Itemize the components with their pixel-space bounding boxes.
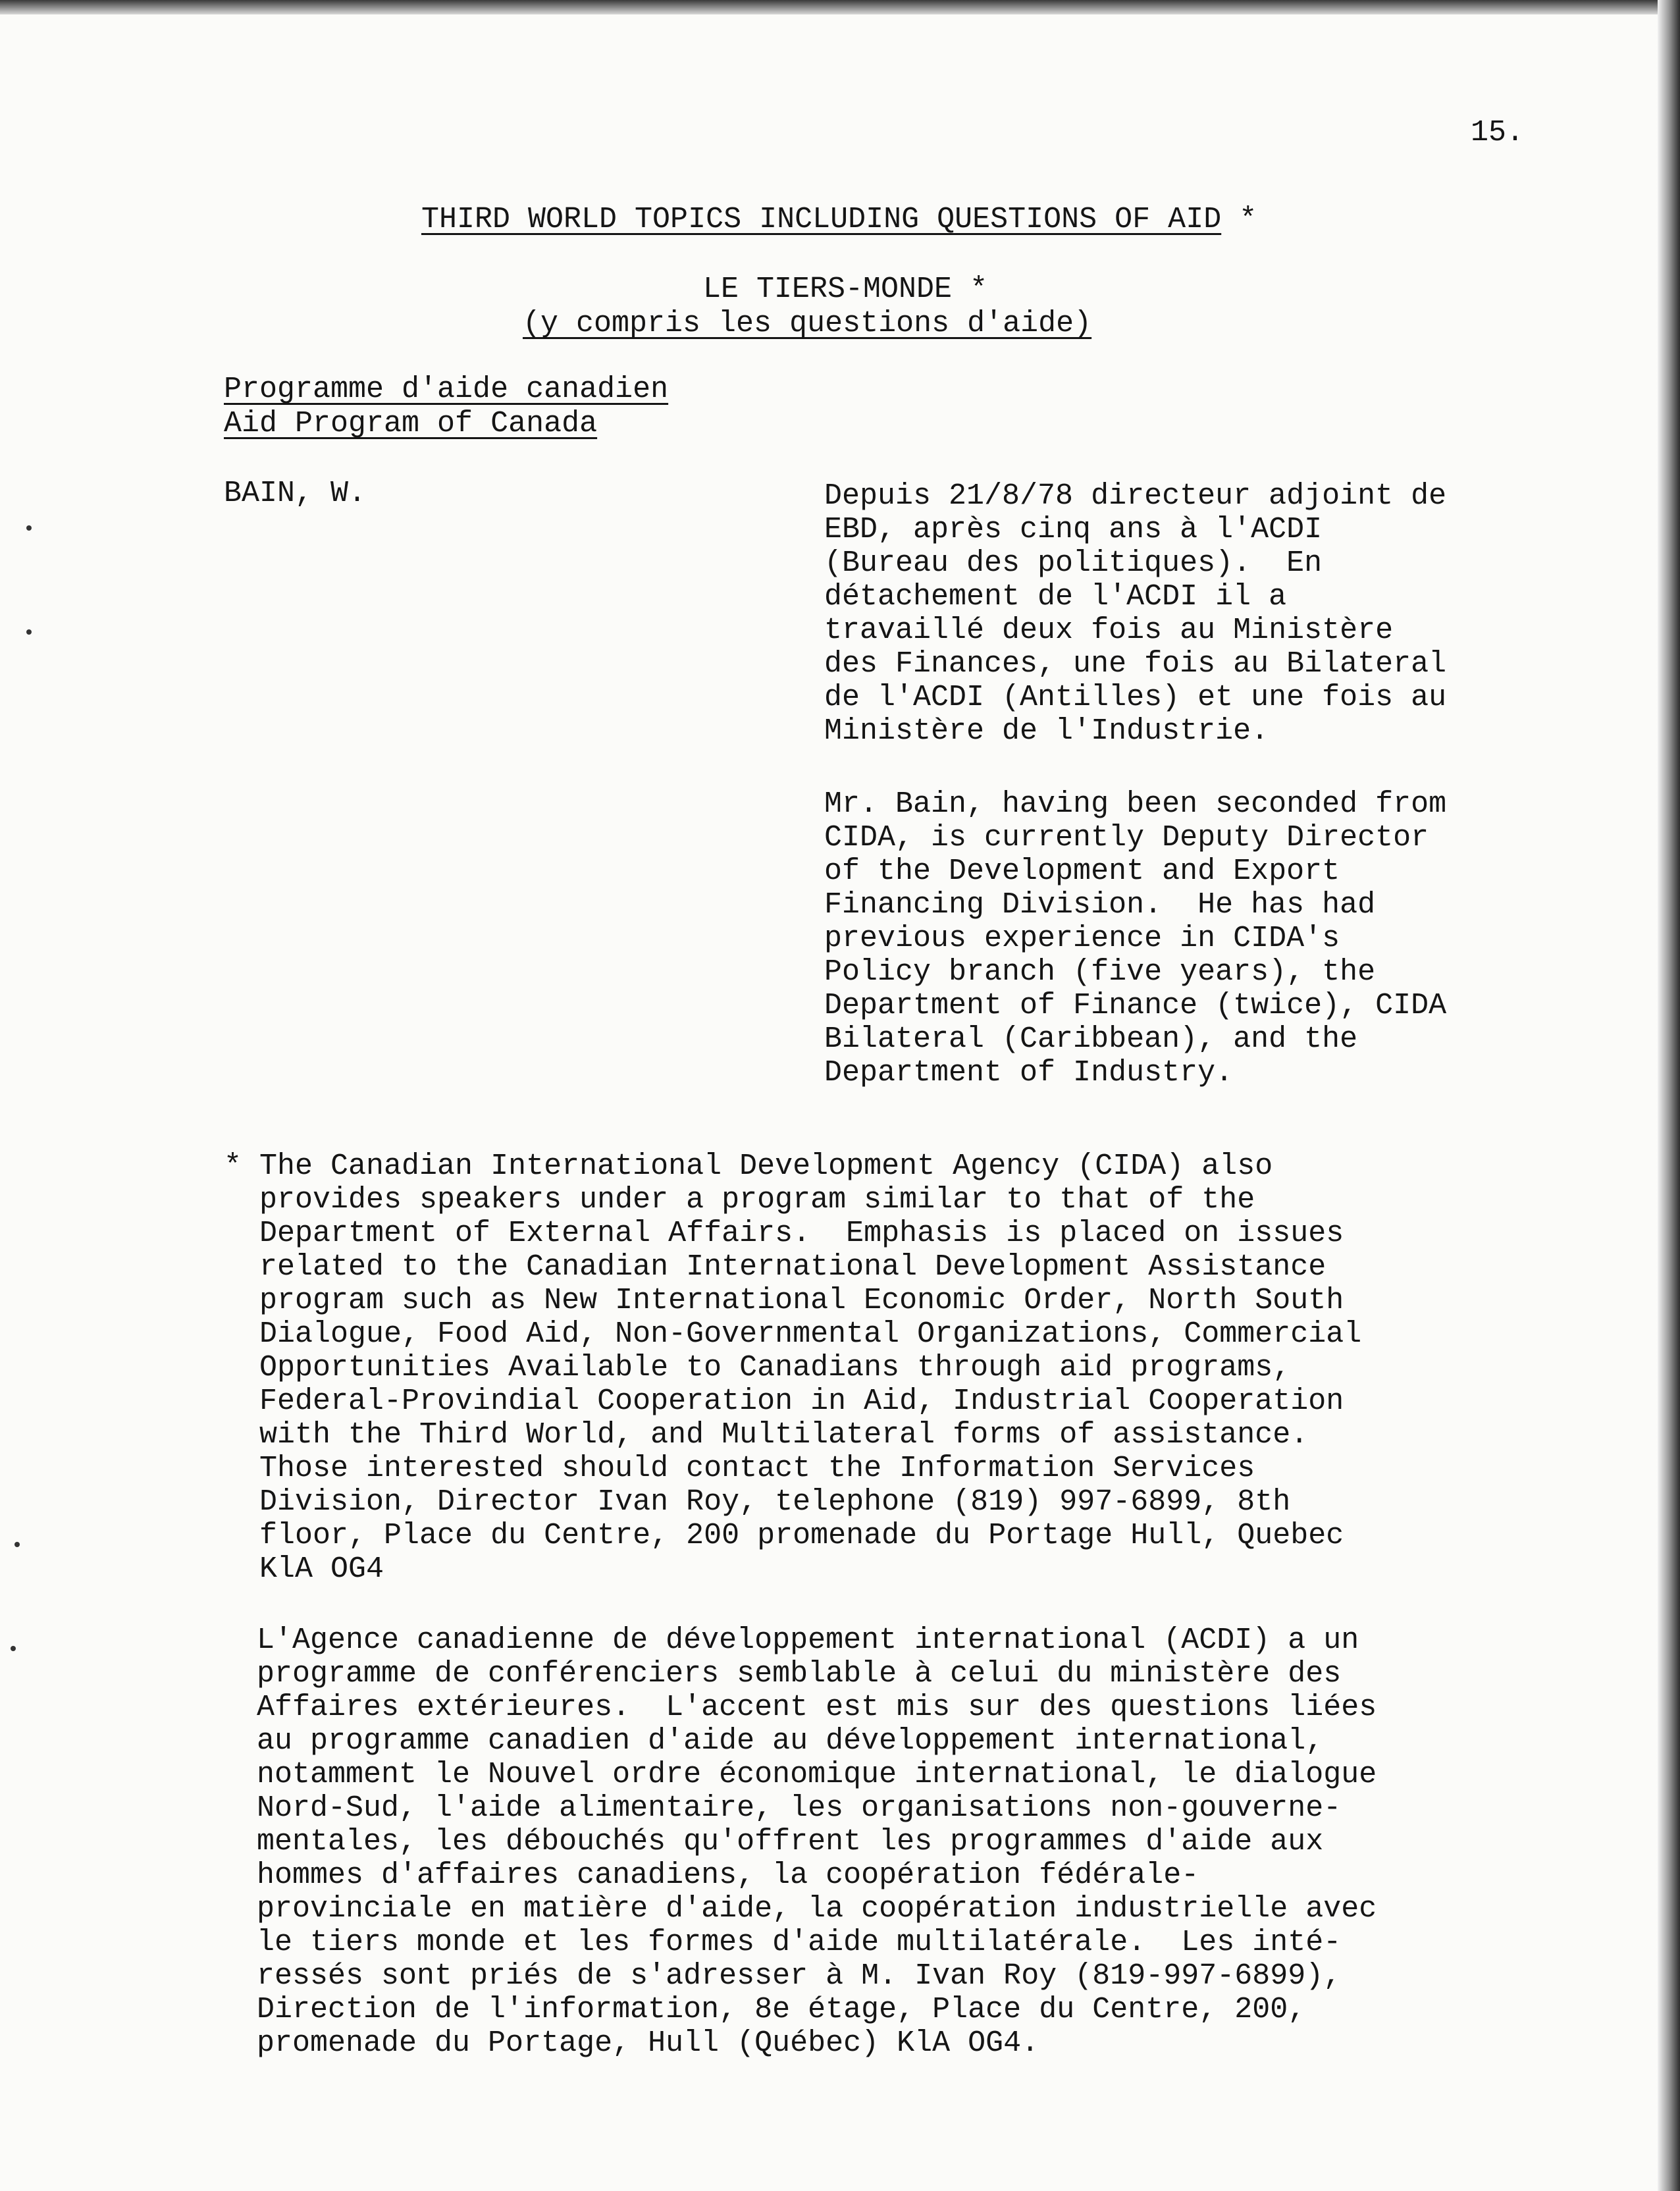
binder-hole-mark xyxy=(26,525,32,531)
main-heading-text: THIRD WORLD TOPICS INCLUDING QUESTIONS OF AID xyxy=(421,203,1222,236)
speaker-name: BAIN, W. xyxy=(224,477,367,510)
speaker-bio-french: Depuis 21/8/78 directeur adjoint de EBD, après cinq ans à l'ACDI (Bureau des politiques). En détachement de l'ACDI il a travaillé deux fois au Ministère des Finances, une fois au Bilateral de l'ACDI (Antilles) et une fois au Ministère de l'Industrie. xyxy=(824,479,1447,748)
main-heading xyxy=(421,203,1257,236)
french-heading-line-2: (y compris les questions d'aide) xyxy=(523,307,1092,340)
main-heading-asterisk: * xyxy=(1221,203,1257,236)
scan-top-shadow xyxy=(0,0,1680,14)
section-title-english: Aid Program of Canada xyxy=(224,407,598,440)
footnote-english: * The Canadian International Development Agency (CIDA) also provides speakers under a program similar to that of the Department of External Affairs. Emphasis is placed on issues related to the Canadian International Development Assistance program such as New International Economic Order, North South Dialogue, Food Aid, Non-Governmental Organizations, Commercial Opportunities Available to Canadians through aid programs, Federal-Provindial Cooperation in Aid, Industrial Cooperation with the Third World, and Multilateral forms of assistance. Those interested should contact the Information Services Division, Director Ivan Roy, telephone (819) 997-6899, 8th floor, Place du Centre, 200 promenade du Portage Hull, Quebec KlA OG4 xyxy=(224,1149,1362,1586)
binder-hole-mark xyxy=(11,1646,16,1651)
french-heading-line-1: LE TIERS-MONDE * xyxy=(703,273,988,306)
footnote-french: L'Agence canadienne de développement international (ACDI) a un programme de conférenciers semblable à celui du ministère des Affaires extérieures. L'accent est mis sur des questions liées au programme canadien d'aide au développement international, notamment le Nouvel ordre économique international, le dialogue Nord-Sud, l'aide alimentaire, les organisations non-gouverne- mentales, les débouchés qu'offrent les programmes d'aide aux hommes d'affaires canadiens, la coopération fédérale- provinciale en matière d'aide, la coopération industrielle avec le tiers monde et les formes d'aide multilatérale. Les inté- ressés sont priés de s'adresser à M. Ivan Roy (819-997-6899), Direction de l'information, 8e étage, Place du Centre, 200, promenade du Portage, Hull (Québec) KlA OG4. xyxy=(257,1623,1377,2060)
page-number: 15. xyxy=(1471,116,1525,149)
binder-hole-mark xyxy=(26,629,32,635)
scan-right-edge xyxy=(1658,0,1680,2191)
section-title-french: Programme d'aide canadien xyxy=(224,373,669,406)
binder-hole-mark xyxy=(14,1542,20,1547)
speaker-bio-english: Mr. Bain, having been seconded from CIDA, is currently Deputy Director of the Development and Export Financing Division. He has had previous experience in CIDA's Policy branch (five years), the Department of Finance (twice), CIDA Bilateral (Caribbean), and the Department of Industry. xyxy=(824,787,1447,1090)
